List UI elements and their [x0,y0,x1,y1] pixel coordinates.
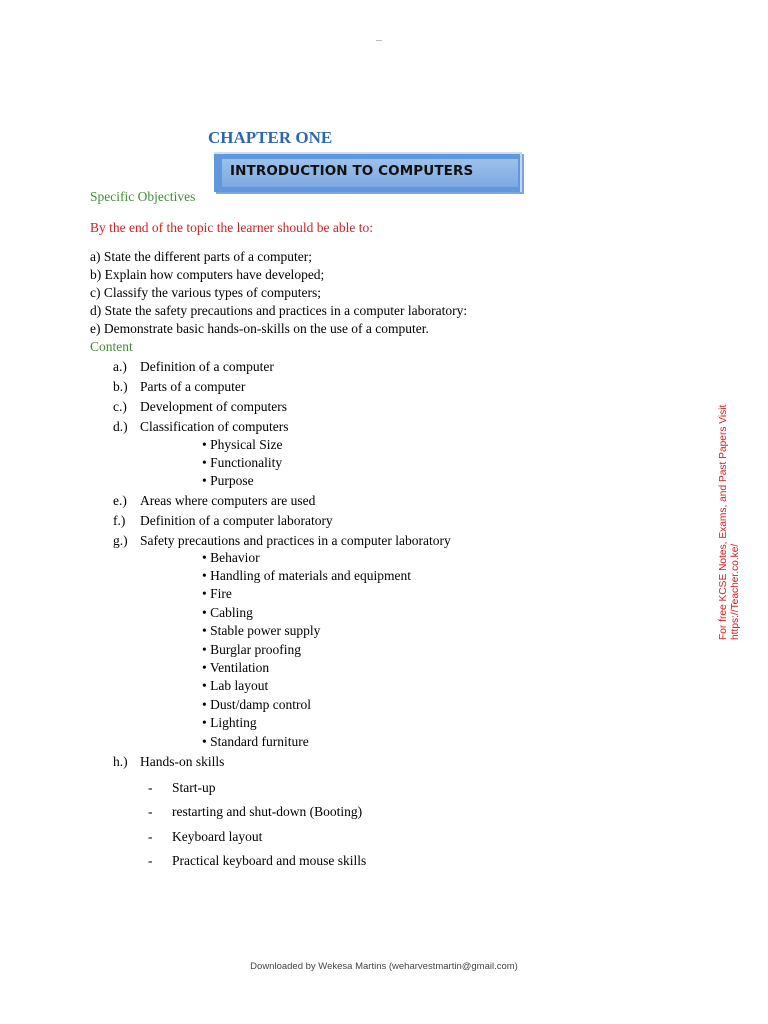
content-item: Classification of computers [140,419,289,434]
content-marker: b.) [113,379,128,394]
dash-marker: - [148,780,153,795]
objective-item: a) State the different parts of a computer; [90,249,313,264]
content-marker: d.) [113,419,128,434]
side-promo-note [718,404,742,640]
hands-on-item: Keyboard layout [172,829,263,844]
chapter-title: INTRODUCTION TO COMPUTERS [230,163,474,179]
chapter-label: CHAPTER ONE [208,128,333,147]
content-item: Parts of a computer [140,379,246,394]
content-marker: c.) [113,399,127,414]
content-item: Areas where computers are used [140,493,316,508]
chapter-title-banner [214,152,522,192]
sub-bullet-item: • Functionality [202,455,283,470]
dash-marker: - [148,804,153,819]
sub-bullet-item: • Lighting [202,715,257,730]
sub-bullet-item: • Stable power supply [202,623,321,638]
sub-bullet-item: • Dust/damp control [202,697,311,712]
side-promo-link[interactable]: https://Teacher.co.ke/ [730,543,741,640]
sub-bullet-item: • Standard furniture [202,734,309,749]
objective-item: c) Classify the various types of computers; [90,285,321,300]
dash-marker: - [148,853,153,868]
content-heading: Content [90,339,133,354]
content-item: Definition of a computer laboratory [140,513,333,528]
content-marker: f.) [113,513,126,528]
sub-bullet-item: • Handling of materials and equipment [202,568,412,583]
dash-marker: - [148,829,153,844]
objective-item: d) State the safety precautions and practices in a computer laboratory: [90,303,468,318]
content-item: Safety precautions and practices in a computer laboratory [140,533,451,548]
objectives-intro: By the end of the topic the learner should be able to: [90,220,374,235]
objective-item: e) Demonstrate basic hands-on-skills on the use of a computer. [90,321,429,336]
content-marker: h.) [113,754,128,769]
content-item: Definition of a computer [140,359,274,374]
sub-bullet-item: • Fire [202,586,232,601]
sub-bullet-item: • Cabling [202,605,253,620]
download-footer: Downloaded by Wekesa Martins (weharvestmartin@gmail.com) [250,961,518,972]
hands-on-item: restarting and shut-down (Booting) [172,804,363,819]
hands-on-item: Practical keyboard and mouse skills [172,853,367,868]
sub-bullet-item: • Lab layout [202,678,269,693]
content-marker: e.) [113,493,127,508]
objective-item: b) Explain how computers have developed; [90,267,325,282]
content-item: Development of computers [140,399,287,414]
side-promo-line: For free KCSE Notes, Exams, and Past Papers Visit [718,404,729,640]
sub-bullet-item: • Burglar proofing [202,642,301,657]
specific-objectives-heading: Specific Objectives [90,189,196,204]
content-marker: g.) [113,533,128,548]
content-item: Hands-on skills [140,754,225,769]
content-marker: a.) [113,359,127,374]
sub-bullet-item: • Physical Size [202,437,283,452]
sub-bullet-item: • Behavior [202,550,260,565]
sub-bullet-item: • Purpose [202,473,254,488]
hands-on-item: Start-up [172,780,216,795]
sub-bullet-item: • Ventilation [202,660,270,675]
page-header-mark: --- [376,38,382,44]
